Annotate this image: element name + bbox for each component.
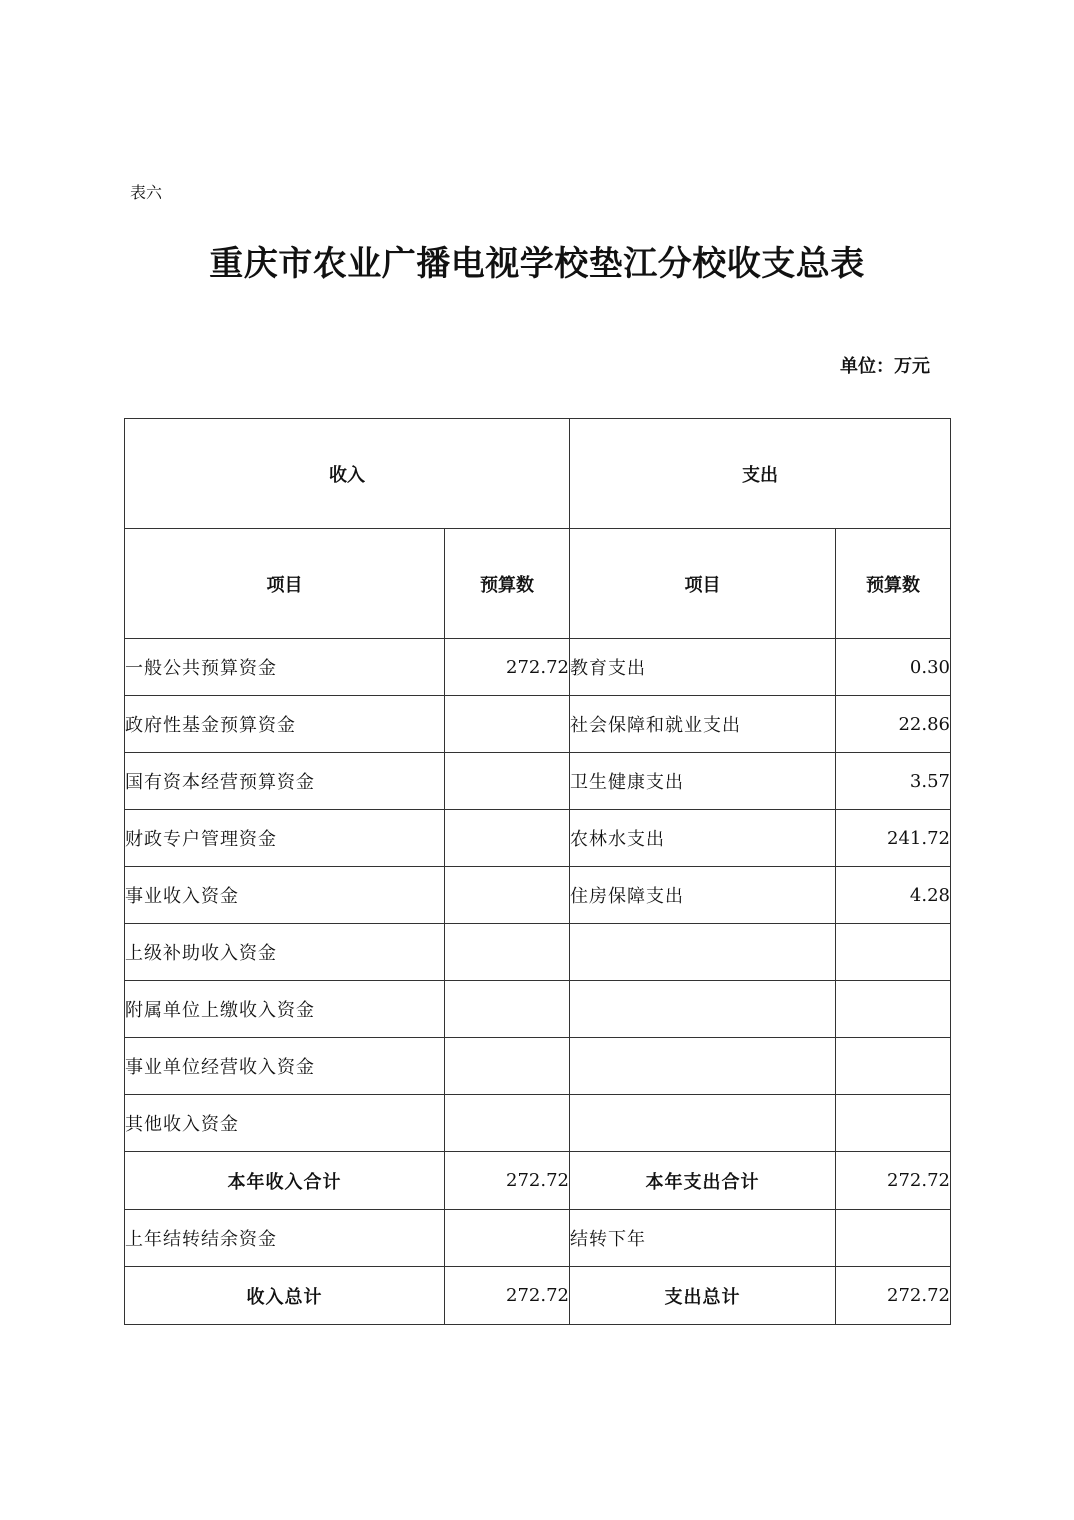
income-grand-total-value: 272.72	[445, 1267, 570, 1325]
expense-item-header: 项目	[570, 529, 836, 639]
expense-carryover-value	[836, 1210, 951, 1267]
income-grand-total-label: 收入总计	[125, 1267, 445, 1325]
income-item: 附属单位上缴收入资金	[125, 981, 445, 1038]
grand-total-row	[125, 1267, 951, 1325]
table-row	[125, 1038, 951, 1095]
expense-value	[836, 924, 951, 981]
income-item: 国有资本经营预算资金	[125, 753, 445, 810]
income-item: 其他收入资金	[125, 1095, 445, 1152]
table-row	[125, 696, 951, 753]
expense-item: 社会保障和就业支出	[570, 696, 836, 753]
income-value	[445, 753, 570, 810]
unit-label: 单位：万元	[840, 356, 930, 377]
income-budget-header: 预算数	[445, 529, 570, 639]
expense-item: 住房保障支出	[570, 867, 836, 924]
expense-carryover-label: 结转下年	[570, 1210, 836, 1267]
income-carryover-value	[445, 1210, 570, 1267]
expense-value: 3.57	[836, 753, 951, 810]
income-year-total-value: 272.72	[445, 1152, 570, 1210]
table-row	[125, 867, 951, 924]
expense-year-total-label: 本年支出合计	[570, 1152, 836, 1210]
expense-value: 0.30	[836, 639, 951, 696]
expense-value: 4.28	[836, 867, 951, 924]
table-row	[125, 810, 951, 867]
expense-grand-total-label: 支出总计	[570, 1267, 836, 1325]
expense-item	[570, 1095, 836, 1152]
income-header: 收入	[125, 419, 570, 529]
expense-item: 农林水支出	[570, 810, 836, 867]
year-total-row	[125, 1152, 951, 1210]
expense-value	[836, 1095, 951, 1152]
income-item: 一般公共预算资金	[125, 639, 445, 696]
expense-item: 教育支出	[570, 639, 836, 696]
expense-budget-header: 预算数	[836, 529, 951, 639]
income-value	[445, 810, 570, 867]
expense-item	[570, 924, 836, 981]
income-value	[445, 924, 570, 981]
income-value: 272.72	[445, 639, 570, 696]
income-value	[445, 696, 570, 753]
expense-item: 卫生健康支出	[570, 753, 836, 810]
table-label: 表六	[130, 183, 163, 202]
income-value	[445, 867, 570, 924]
document-title: 重庆市农业广播电视学校垫江分校收支总表	[209, 244, 865, 284]
expense-year-total-value: 272.72	[836, 1152, 951, 1210]
expense-value	[836, 981, 951, 1038]
income-item: 财政专户管理资金	[125, 810, 445, 867]
income-value	[445, 1095, 570, 1152]
income-item: 事业收入资金	[125, 867, 445, 924]
expense-header: 支出	[570, 419, 951, 529]
income-item: 上级补助收入资金	[125, 924, 445, 981]
budget-summary-table	[124, 418, 951, 1325]
expense-value	[836, 1038, 951, 1095]
expense-item	[570, 1038, 836, 1095]
table-row	[125, 981, 951, 1038]
carryover-row	[125, 1210, 951, 1267]
income-year-total-label: 本年收入合计	[125, 1152, 445, 1210]
income-item: 政府性基金预算资金	[125, 696, 445, 753]
column-header-row	[125, 529, 951, 639]
table-row	[125, 639, 951, 696]
expense-value: 22.86	[836, 696, 951, 753]
expense-grand-total-value: 272.72	[836, 1267, 951, 1325]
table-row	[125, 924, 951, 981]
expense-item	[570, 981, 836, 1038]
section-header-row	[125, 419, 951, 529]
income-item-header: 项目	[125, 529, 445, 639]
income-item: 事业单位经营收入资金	[125, 1038, 445, 1095]
income-value	[445, 1038, 570, 1095]
table-row	[125, 753, 951, 810]
table-row	[125, 1095, 951, 1152]
income-carryover-label: 上年结转结余资金	[125, 1210, 445, 1267]
expense-value: 241.72	[836, 810, 951, 867]
income-value	[445, 981, 570, 1038]
